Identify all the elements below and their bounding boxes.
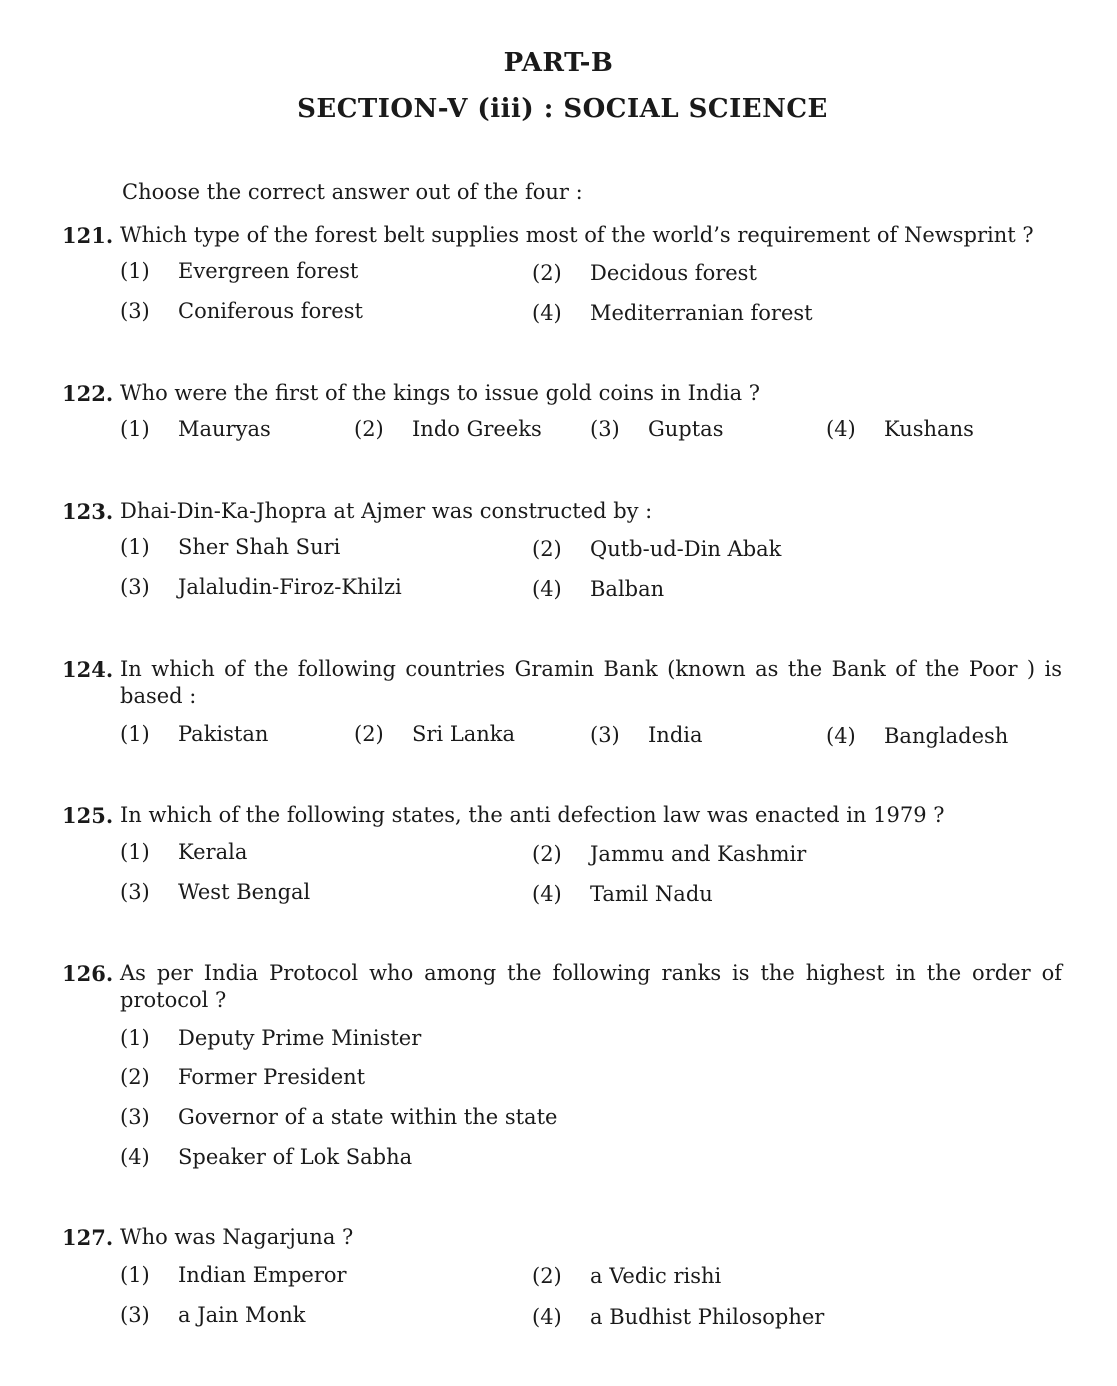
option-2: (2) Qutb-ud-Din Abak: [532, 537, 782, 561]
option-3: (3) Jalaludin-Firoz-Khilzi: [120, 575, 402, 599]
option-1: (1) Sher Shah Suri: [120, 535, 341, 559]
option-3: (3) Coniferous forest: [120, 299, 363, 323]
question-number: 123.: [62, 499, 114, 524]
question-125: [62, 802, 1062, 909]
question-123: [62, 498, 1062, 605]
question-number: 125.: [62, 803, 114, 828]
question-text: Who was Nagarjuna ?: [120, 1225, 354, 1249]
question-text: Dhai-Din-Ka-Jhopra at Ajmer was constructed by :: [120, 499, 653, 523]
option-4: (4) Tamil Nadu: [532, 882, 713, 906]
question-number: 127.: [62, 1225, 114, 1250]
question-text: In which of the following countries Gramin Bank (known as the Bank of the Poor ) is based :: [120, 657, 1062, 708]
option-2: (2) Indo Greeks: [354, 417, 542, 441]
question-number: 121.: [62, 223, 114, 248]
question-124: [62, 656, 1062, 750]
option-2: (2) Former President: [120, 1065, 366, 1089]
question-text: Who were the first of the kings to issue gold coins in India ?: [120, 381, 761, 405]
question-text: Which type of the forest belt supplies most of the world’s requirement of Newsprint ?: [120, 223, 1034, 247]
option-3: (3) West Bengal: [120, 880, 311, 904]
option-4: (4) Bangladesh: [826, 724, 1009, 748]
question-126: [62, 960, 1062, 1184]
option-4: (4) Mediterranian forest: [532, 301, 813, 325]
option-3: (3) Guptas: [590, 417, 724, 441]
section-title: SECTION-V (iii) : SOCIAL SCIENCE: [297, 94, 828, 124]
option-3: (3) India: [590, 723, 703, 747]
instruction-text: Choose the correct answer out of the four :: [122, 180, 583, 204]
option-2: (2) Sri Lanka: [354, 722, 516, 746]
question-text: As per India Protocol who among the following ranks is the highest in the order of protocol ?: [120, 961, 1062, 1012]
option-4: (4) Balban: [532, 577, 665, 601]
option-4: (4) a Budhist Philosopher: [532, 1305, 825, 1329]
option-2: (2) a Vedic rishi: [532, 1264, 722, 1288]
option-1: (1) Pakistan: [120, 722, 269, 746]
question-number: 124.: [62, 657, 114, 682]
option-1: (1) Deputy Prime Minister: [120, 1026, 422, 1050]
option-3: (3) a Jain Monk: [120, 1303, 306, 1327]
question-127: [62, 1224, 1062, 1331]
option-1: (1) Mauryas: [120, 417, 271, 441]
question-122: [62, 380, 1062, 447]
option-2: (2) Decidous forest: [532, 261, 757, 285]
question-number: 126.: [62, 961, 114, 986]
part-title: PART-B: [503, 48, 614, 78]
option-4: (4) Speaker of Lok Sabha: [120, 1145, 413, 1169]
option-3: (3) Governor of a state within the state: [120, 1105, 558, 1129]
question-text: In which of the following states, the anti defection law was enacted in 1979 ?: [120, 803, 945, 827]
option-4: (4) Kushans: [826, 417, 974, 441]
option-1: (1) Kerala: [120, 840, 248, 864]
option-1: (1) Evergreen forest: [120, 259, 359, 283]
question-number: 122.: [62, 381, 114, 406]
option-2: (2) Jammu and Kashmir: [532, 842, 807, 866]
option-1: (1) Indian Emperor: [120, 1263, 347, 1287]
question-121: [62, 222, 1062, 329]
